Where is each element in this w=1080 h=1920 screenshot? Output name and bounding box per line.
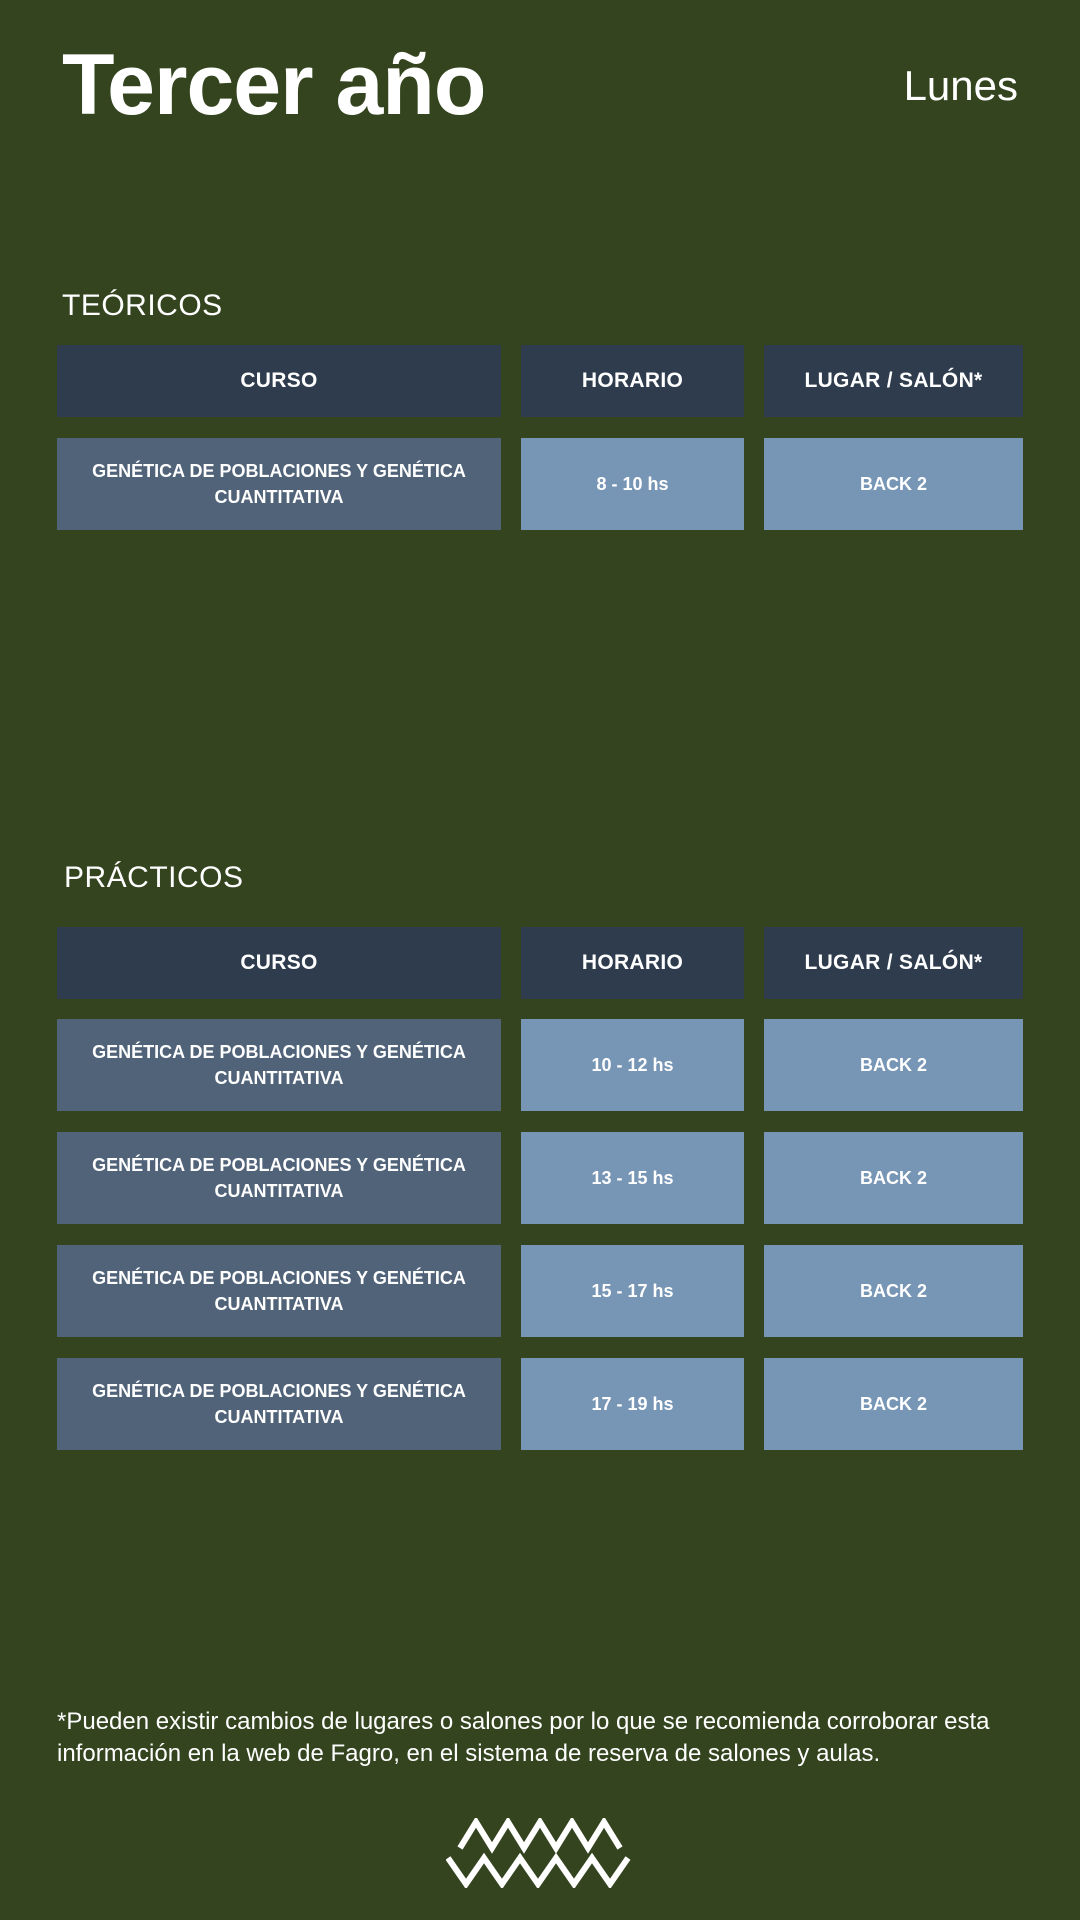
footnote: *Pueden existir cambios de lugares o salones por lo que se recomienda corroborar esta información en la web de Fagro, en el sistema de reserva de salones y aulas. [57,1708,990,1767]
time-cell: 10 - 12 hs [521,1019,744,1111]
header-lugar: LUGAR / SALÓN* [764,927,1023,999]
time-cell: 13 - 15 hs [521,1132,744,1224]
header-horario: HORARIO [521,927,744,999]
course-cell: GENÉTICA DE POBLACIONES Y GENÉTICA CUANTITATIVA [57,438,501,530]
header-curso: CURSO [57,927,501,999]
place-cell: BACK 2 [764,438,1023,530]
place-cell: BACK 2 [764,1132,1023,1224]
header-curso: CURSO [57,345,501,417]
header-lugar: LUGAR / SALÓN* [764,345,1023,417]
section-title-practicos: PRÁCTICOS [64,861,244,894]
course-cell: GENÉTICA DE POBLACIONES Y GENÉTICA CUANTITATIVA [57,1019,501,1111]
place-cell: BACK 2 [764,1245,1023,1337]
place-cell: BACK 2 [764,1019,1023,1111]
header-horario: HORARIO [521,345,744,417]
course-cell: GENÉTICA DE POBLACIONES Y GENÉTICA CUANTITATIVA [57,1358,501,1450]
day-label: Lunes [903,62,1018,109]
course-cell: GENÉTICA DE POBLACIONES Y GENÉTICA CUANTITATIVA [57,1132,501,1224]
place-cell: BACK 2 [764,1358,1023,1450]
page-title: Tercer año [62,37,486,133]
time-cell: 17 - 19 hs [521,1358,744,1450]
section-title-teoricos: TEÓRICOS [62,289,223,322]
time-cell: 8 - 10 hs [521,438,744,530]
course-cell: GENÉTICA DE POBLACIONES Y GENÉTICA CUANTITATIVA [57,1245,501,1337]
zigzag-logo-icon [446,1818,634,1888]
time-cell: 15 - 17 hs [521,1245,744,1337]
